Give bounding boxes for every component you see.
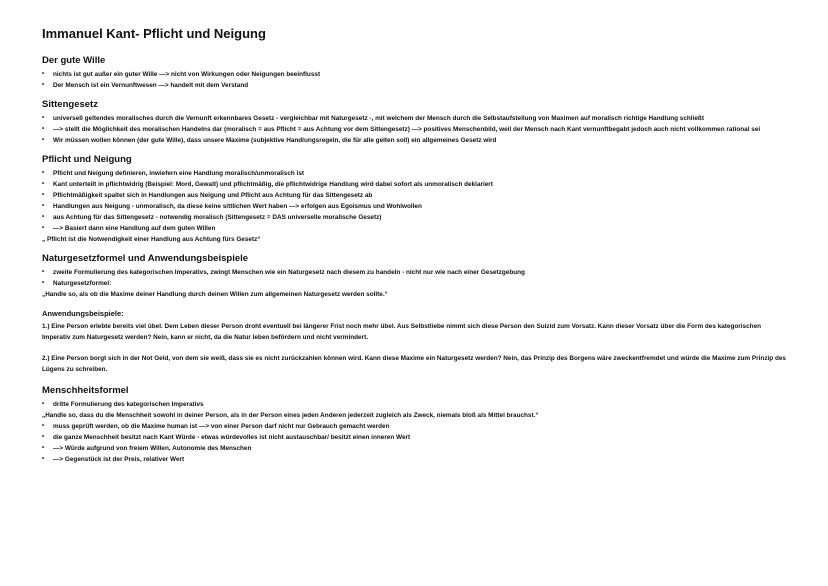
quote: „Handle so, dass du die Menschheit sowohl in deiner Person, als in der Person eines jeden Anderen jederzeit zugleich als Zweck, niemals bloß als Mittel brauchst.“ <box>42 412 539 419</box>
section-heading: Pflicht und Neigung <box>42 154 132 165</box>
list-item: • —> Gegenstück ist der Preis, relativer Wert <box>42 454 788 465</box>
sub-heading: Anwendungsbeispiele: <box>42 309 124 318</box>
list-item: • Pflichtmäßigkeit spaltet sich in Handlungen aus Neigung und Pflicht aus Achtung für das Sittengesetz ab <box>42 190 788 201</box>
example-paragraph: 1.) Eine Person erlebte bereits viel übel. Dem Leben dieser Person droht eventuell bei längerer Frist noch mehr übel. Aus Selbstliebe nimmt sich diese Person den Suizid zum Vorsatz. Kann dieser Vorsatz über die Form des kategorischen Imperativ zum Naturgesetz werden? Nein, kann er nicht, da die Natur leben befördern und nicht vermindert. <box>42 323 762 341</box>
list-item: • universell geltendes moralisches durch die Vernunft erkennbares Gesetz - vergleichbar mit Naturgesetz -, mit welchem der Mensch durch die Selbstaufstellung von Maximen auf moralisch richtige Handlung schließt <box>42 113 788 124</box>
list-item: • Kant unterteilt in pflichtwidrig (Beispiel: Mord, Gewalt) und pflichtmäßig, die pflichtwidrige Handlung wird dabei sofort als unmoralisch deklariert <box>42 179 788 190</box>
section-heading: Naturgesetzformel und Anwendungsbeispiele <box>42 253 249 264</box>
list-item: • muss geprüft werden, ob die Maxime human ist —> von einer Person darf nicht nur Gebrauch gemacht werden <box>42 421 788 432</box>
section-heading: Menschheitsformel <box>42 385 129 396</box>
section-guter-wille <box>42 55 788 91</box>
list-item: • die ganze Menschheit besitzt nach Kant Würde - etwas würdevolles ist nicht austauschbar/ besitzt einen inneren Wert <box>42 432 788 443</box>
list-item: • Der Mensch ist ein Vernunftwesen —> handelt mit dem Verstand <box>42 80 788 91</box>
list-item: • aus Achtung für das Sittengesetz - notwendig moralisch (Sittengesetz = DAS universelle moralische Gesetz) <box>42 212 788 223</box>
example-paragraph: 2.) Eine Person borgt sich in der Not Geld, von dem sie weiß, dass sie es nicht zurückzahlen können wird. Kann diese Maxime ein Naturgesetz werden? Nein, das Prinzip des Borgens wäre zweckentfremdet und würde die Maxime zum Prinzip des Lügens zu schreiben. <box>42 355 786 373</box>
section-heading: Sittengesetz <box>42 99 98 110</box>
list-item: • Handlungen aus Neigung - unmoralisch, da diese keine sittlichen Wert haben —> erfolgen aus Egoismus und Wohlwollen <box>42 201 788 212</box>
section-naturgesetz <box>42 253 788 375</box>
list-item: • zweite Formulierung des kategorischen Imperativs, zwingt Menschen wie ein Naturgesetz nach diesem zu handeln - nicht nur wie nach einer Gesetzgebung <box>42 267 788 278</box>
page-title: Immanuel Kant- Pflicht und Neigung <box>42 26 266 41</box>
quote: „ Pflicht ist die Notwendigkeit einer Handlung aus Achtung fürs Gesetz“ <box>42 236 261 243</box>
list-item: • —> Basiert dann eine Handlung auf dem guten Willen <box>42 223 788 234</box>
list-item: • —> Würde aufgrund von freiem Willen, Autonomie des Menschen <box>42 443 788 454</box>
section-heading: Der gute Wille <box>42 55 106 66</box>
section-menschheit <box>42 385 788 465</box>
list-item: • Pflicht und Neigung definieren, inwiefern eine Handlung moralisch/unmoralisch ist <box>42 168 788 179</box>
list-item: • Naturgesetzformel: <box>42 278 788 289</box>
list-item: • —> stellt die Möglichkeit des moralischen Handelns dar (moralisch = aus Pflicht = aus Achtung vor dem Sittengesetz) —> positives Menschenbild, weil der Mensch nach Kant vernunftbegabt jedoch auch nicht vollkommen rational sei <box>42 124 788 135</box>
list-item: • Wir müssen wollen können (der gute Wille), dass unsere Maxime (subjektive Handlungsregeln, die für alle gelten soll) ein allgemeines Gesetz wird <box>42 135 788 146</box>
list-item: • dritte Formulierung des kategorischen Imperativs <box>42 399 788 410</box>
list-item: • nichts ist gut außer ein guter Wille —> nicht von Wirkungen oder Neigungen beeinflusst <box>42 69 788 80</box>
quote: „Handle so, als ob die Maxime deiner Handlung durch deinen Willen zum allgemeinen Naturgesetz werden sollte.“ <box>42 291 388 298</box>
section-sittengesetz <box>42 99 788 146</box>
section-pflicht-neigung <box>42 154 788 245</box>
